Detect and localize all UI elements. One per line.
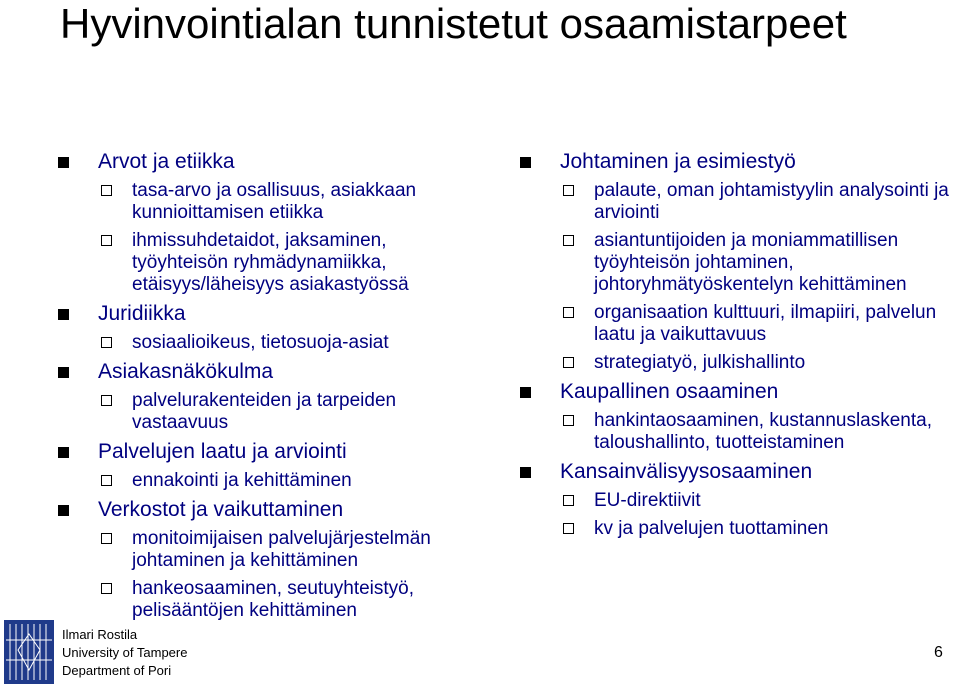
bullet-text: hankintaosaaminen, kustannuslaskenta, taloushallinto, tuotteistaminen: [594, 410, 933, 453]
bullet-text: Verkostot ja vaikuttaminen: [98, 498, 344, 521]
bullet-text: Arvot ja etiikka: [98, 150, 235, 173]
square-bullet-icon: [520, 157, 531, 168]
footer-author: Ilmari Rostila: [62, 627, 138, 642]
bullet-text: strategiatyö, julkishallinto: [594, 352, 806, 373]
square-bullet-icon: [58, 309, 69, 320]
bullet-item: [58, 440, 478, 464]
bullet-text: Asiakasnäkökulma: [98, 360, 274, 383]
bullet-text: Kaupallinen osaaminen: [560, 380, 779, 403]
bullet-text: sosiaalioikeus, tietosuoja-asiat: [132, 332, 389, 353]
sub-bullet-item: [58, 528, 478, 572]
bullet-text: Juridiikka: [98, 302, 186, 325]
bullet-text: monitoimijaisen palvelujärjestelmän johtaminen ja kehittäminen: [132, 528, 431, 571]
hollow-square-bullet-icon: [101, 185, 112, 196]
bullet-text: ennakointi ja kehittäminen: [132, 470, 352, 491]
university-logo: [4, 620, 54, 684]
sub-bullet-item: [520, 230, 950, 296]
sub-bullet-item: [58, 578, 478, 622]
hollow-square-bullet-icon: [563, 357, 574, 368]
bullet-text: kv ja palvelujen tuottaminen: [594, 518, 829, 539]
sub-bullet-item: [58, 230, 478, 296]
hollow-square-bullet-icon: [563, 495, 574, 506]
sub-bullet-item: [58, 332, 478, 354]
hollow-square-bullet-icon: [101, 583, 112, 594]
footer-university: University of Tampere: [62, 645, 188, 660]
bullet-text: organisaation kulttuuri, ilmapiiri, palvelun laatu ja vaikuttavuus: [594, 302, 937, 345]
bullet-text: Johtaminen ja esimiestyö: [560, 150, 796, 173]
page-number: 6: [934, 644, 943, 661]
bullet-item: [58, 360, 478, 384]
hollow-square-bullet-icon: [563, 235, 574, 246]
footer-department: Department of Pori: [62, 663, 172, 678]
hollow-square-bullet-icon: [101, 475, 112, 486]
bullet-text: asiantuntijoiden ja moniammatillisen työyhteisön johtaminen, johtoryhmätyöskentelyn kehittäminen: [594, 230, 907, 295]
sub-bullet-item: [520, 490, 950, 512]
footer-text: [62, 626, 187, 680]
sub-bullet-item: [520, 518, 950, 540]
hollow-square-bullet-icon: [101, 533, 112, 544]
bullet-text: ihmissuhdetaidot, jaksaminen, työyhteisön ryhmädynamiikka, etäisyys/läheisyys asiakastyössä: [132, 230, 409, 295]
hollow-square-bullet-icon: [101, 395, 112, 406]
bullet-item: [520, 150, 950, 174]
slide-title: Hyvinvointialan tunnistetut osaamistarpeet: [60, 0, 847, 47]
hollow-square-bullet-icon: [563, 523, 574, 534]
sub-bullet-item: [58, 390, 478, 434]
hollow-square-bullet-icon: [563, 307, 574, 318]
bullet-text: palvelurakenteiden ja tarpeiden vastaavuus: [132, 390, 397, 433]
sub-bullet-item: [58, 470, 478, 492]
sub-bullet-item: [520, 410, 950, 454]
bullet-text: hankeosaaminen, seutuyhteistyö, pelisääntöjen kehittäminen: [132, 578, 415, 621]
bullet-text: EU-direktiivit: [594, 490, 701, 511]
sub-bullet-item: [520, 352, 950, 374]
hollow-square-bullet-icon: [101, 337, 112, 348]
bullet-item: [58, 302, 478, 326]
hollow-square-bullet-icon: [101, 235, 112, 246]
square-bullet-icon: [520, 387, 531, 398]
bullet-text: palaute, oman johtamistyylin analysointi ja arviointi: [594, 180, 949, 223]
bullet-item: [58, 150, 478, 174]
square-bullet-icon: [58, 447, 69, 458]
bullet-item: [520, 460, 950, 484]
bullet-item: [520, 380, 950, 404]
bullet-text: tasa-arvo ja osallisuus, asiakkaan kunnioittamisen etiikka: [132, 180, 417, 223]
hollow-square-bullet-icon: [563, 415, 574, 426]
bullet-item: [58, 498, 478, 522]
hollow-square-bullet-icon: [563, 185, 574, 196]
sub-bullet-item: [520, 302, 950, 346]
square-bullet-icon: [58, 367, 69, 378]
square-bullet-icon: [58, 505, 69, 516]
square-bullet-icon: [58, 157, 69, 168]
bullet-text: Palvelujen laatu ja arviointi: [98, 440, 347, 463]
sub-bullet-item: [58, 180, 478, 224]
left-column: [58, 150, 478, 628]
sub-bullet-item: [520, 180, 950, 224]
right-column: [520, 150, 950, 546]
square-bullet-icon: [520, 467, 531, 478]
bullet-text: Kansainvälisyysosaaminen: [560, 460, 813, 483]
